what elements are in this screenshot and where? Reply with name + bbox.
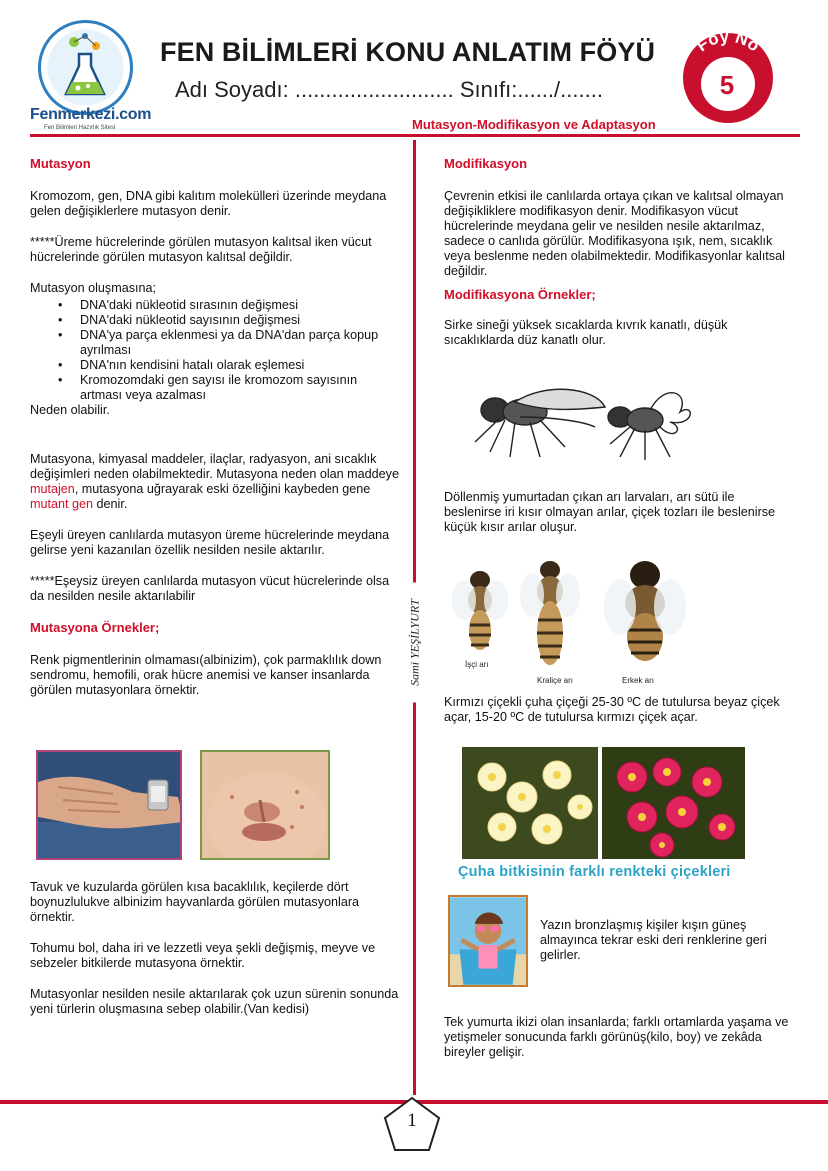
heading-modifikasyon: Modifikasyon	[444, 156, 528, 171]
right-column-flower-text	[444, 695, 789, 741]
tanning-text	[540, 918, 790, 979]
header-divider	[30, 134, 800, 137]
causes-outro: Neden olabilir.	[30, 403, 110, 417]
student-info-line: Adı Soyadı: .......................... Sınıfı:....../.......	[175, 77, 603, 102]
paragraph: *****Eşeysiz üreyen canlılarda mutasyon vücut hücrelerinde olsa da nesilden nesile aktarılabilir	[30, 574, 390, 603]
paragraph: Renk pigmentlerinin olmaması(albinizim), çok parmaklılık down sendromu, hemofili, orak hücre anemisi ve kanser insanlarda görülen mutasyonlara örnektir.	[30, 653, 382, 697]
heading-mutasyon: Mutasyon	[30, 156, 91, 171]
list-item: • DNA'nın kendisini hatalı olarak eşlemesi	[80, 358, 402, 373]
primrose-caption: Çuha bitkisinin farklı renkteki çiçekleri	[458, 864, 731, 880]
flask-icon	[60, 32, 110, 102]
paragraph: Çevrenin etkisi ile canlılarda ortaya çıkan ve kalıtsal olmayan değişikliklere modifikasyon denir. Modifikasyon vücut hücrelerinde meydana gelir ve nesilden nesile aktarılmaz, sadece o canlıda görülür. Modifikasyona ışık, nem, sıcaklık veya beslenme neden olabilmektedir. Modifikasyonlar kalıtsal değildir.	[444, 189, 785, 278]
page-number: 1	[407, 1110, 417, 1131]
paragraph-mutajen: Mutasyona, kimyasal maddeler, ilaçlar, radyasyon, ani sıcaklık değişimleri neden olabilmektedir. Mutasyona neden olan maddeye mutajen, mutasyona uğrayarak eski özelliğini kaybeden gene mutant gen denir.	[30, 452, 399, 511]
list-item: • DNA'ya parça eklenmesi ya da DNA'dan parça kopup ayrılması	[80, 328, 402, 358]
fruit-fly-drawing	[455, 372, 720, 462]
paragraph: *****Üreme hücrelerinde görülen mutasyon kalıtsal iken vücut hücrelerinde görülen mutasyon kalıtsal değildir.	[30, 235, 372, 264]
topic-title: Mutasyon-Modifikasyon ve Adaptasyon	[412, 117, 656, 132]
right-column-bees-text	[444, 490, 789, 551]
hand-photo	[36, 750, 182, 860]
twins-text	[444, 1015, 789, 1076]
foy-number: 5	[719, 70, 735, 100]
causes-intro: Mutasyon oluşmasına;	[30, 281, 156, 295]
term-mutajen: mutajen	[30, 482, 75, 496]
cleft-lip-photo	[200, 750, 330, 860]
author-signature	[405, 580, 425, 710]
primrose-photos	[462, 747, 745, 859]
logo-subtitle: Fen Bilimleri Hazırlık Sitesi	[44, 125, 116, 131]
list-item: • DNA'daki nükleotid sayısının değişmesi	[80, 313, 402, 328]
site-logo	[30, 20, 155, 135]
causes-list	[80, 298, 402, 403]
term-mutant-gen: mutant gen	[30, 497, 94, 511]
logo-text: Fenmerkezi.com	[30, 106, 152, 123]
paragraph: Sirke sineği yüksek sıcaklarda kıvrık kanatlı, düşük sıcaklıklarda düz kanatlı olur.	[444, 318, 728, 347]
list-item: • Kromozomdaki gen sayısı ile kromozom sayısının artması veya azalması	[80, 373, 402, 403]
badge-label: Föy No	[692, 28, 764, 56]
paragraph: Tohumu bol, daha iri ve lezzetli veya şekli değişmiş, meyve ve sebzeler bitkilerde mutasyona örnektir.	[30, 941, 376, 970]
paragraph: Eşeyli üreyen canlılarda mutasyon üreme hücrelerinde meydana gelirse yeni kazanılan özellik nesilden nesile aktarılır.	[30, 528, 390, 557]
paragraph: Mutasyonlar nesilden nesile aktarılarak çok uzun sürenin sonunda yeni türlerin oluşmasına sebep olabilir.(Van kedisi)	[30, 987, 399, 1016]
bee-label-worker: İşçi arı	[465, 660, 489, 669]
list-item: • DNA'daki nükleotid sırasının değişmesi	[80, 298, 402, 313]
heading-mutasyon-ornekler: Mutasyona Örnekler;	[30, 620, 160, 635]
paragraph: Yazın bronzlaşmış kişiler kışın güneş almayınca tekrar eski deri renklerine geri gelirler.	[540, 918, 767, 962]
paragraph: Döllenmiş yumurtadan çıkan arı larvaları, arı sütü ile beslenirse iri kısır olmayan arılar, çiçek tozları ile beslenirse küçük kısır arılar oluşur.	[444, 490, 776, 534]
page-title: FEN BİLİMLERİ KONU ANLATIM FÖYÜ	[160, 37, 656, 67]
left-column	[30, 150, 402, 714]
right-column	[444, 150, 789, 364]
bee-label-drone: Erkek arı	[622, 676, 655, 685]
paragraph: Tek yumurta ikizi olan insanlarda; farklı ortamlarda yaşama ve yetişmeler sonucunda farklı görünüş(kilo, boy) ve zekâda bireyler gelişir.	[444, 1015, 789, 1059]
paragraph: Kromozom, gen, DNA gibi kalıtım molekülleri üzerinde meydana gelen değişiklerlere mutasyon denir.	[30, 189, 387, 218]
author-name: Sami YEŞİLYURT	[408, 583, 423, 703]
left-column-lower	[30, 880, 402, 1033]
heading-modifikasyon-ornekler: Modifikasyona Örnekler;	[444, 287, 596, 302]
paragraph: Tavuk ve kuzularda görülen kısa bacaklılık, keçilerde dört boynuzlulukve albinizim hayvanlarda görülen mutasyonlara örnektir.	[30, 880, 360, 924]
tanned-girl-photo	[448, 895, 528, 987]
paragraph: Kırmızı çiçekli çuha çiçeği 25-30 ºC de tutulursa beyaz çiçek açar, 15-20 ºC de tutulursa kırmızı çiçek açar.	[444, 695, 780, 724]
bee-castes-illustration	[450, 545, 695, 670]
bee-label-queen: Kraliçe arı	[537, 676, 574, 685]
